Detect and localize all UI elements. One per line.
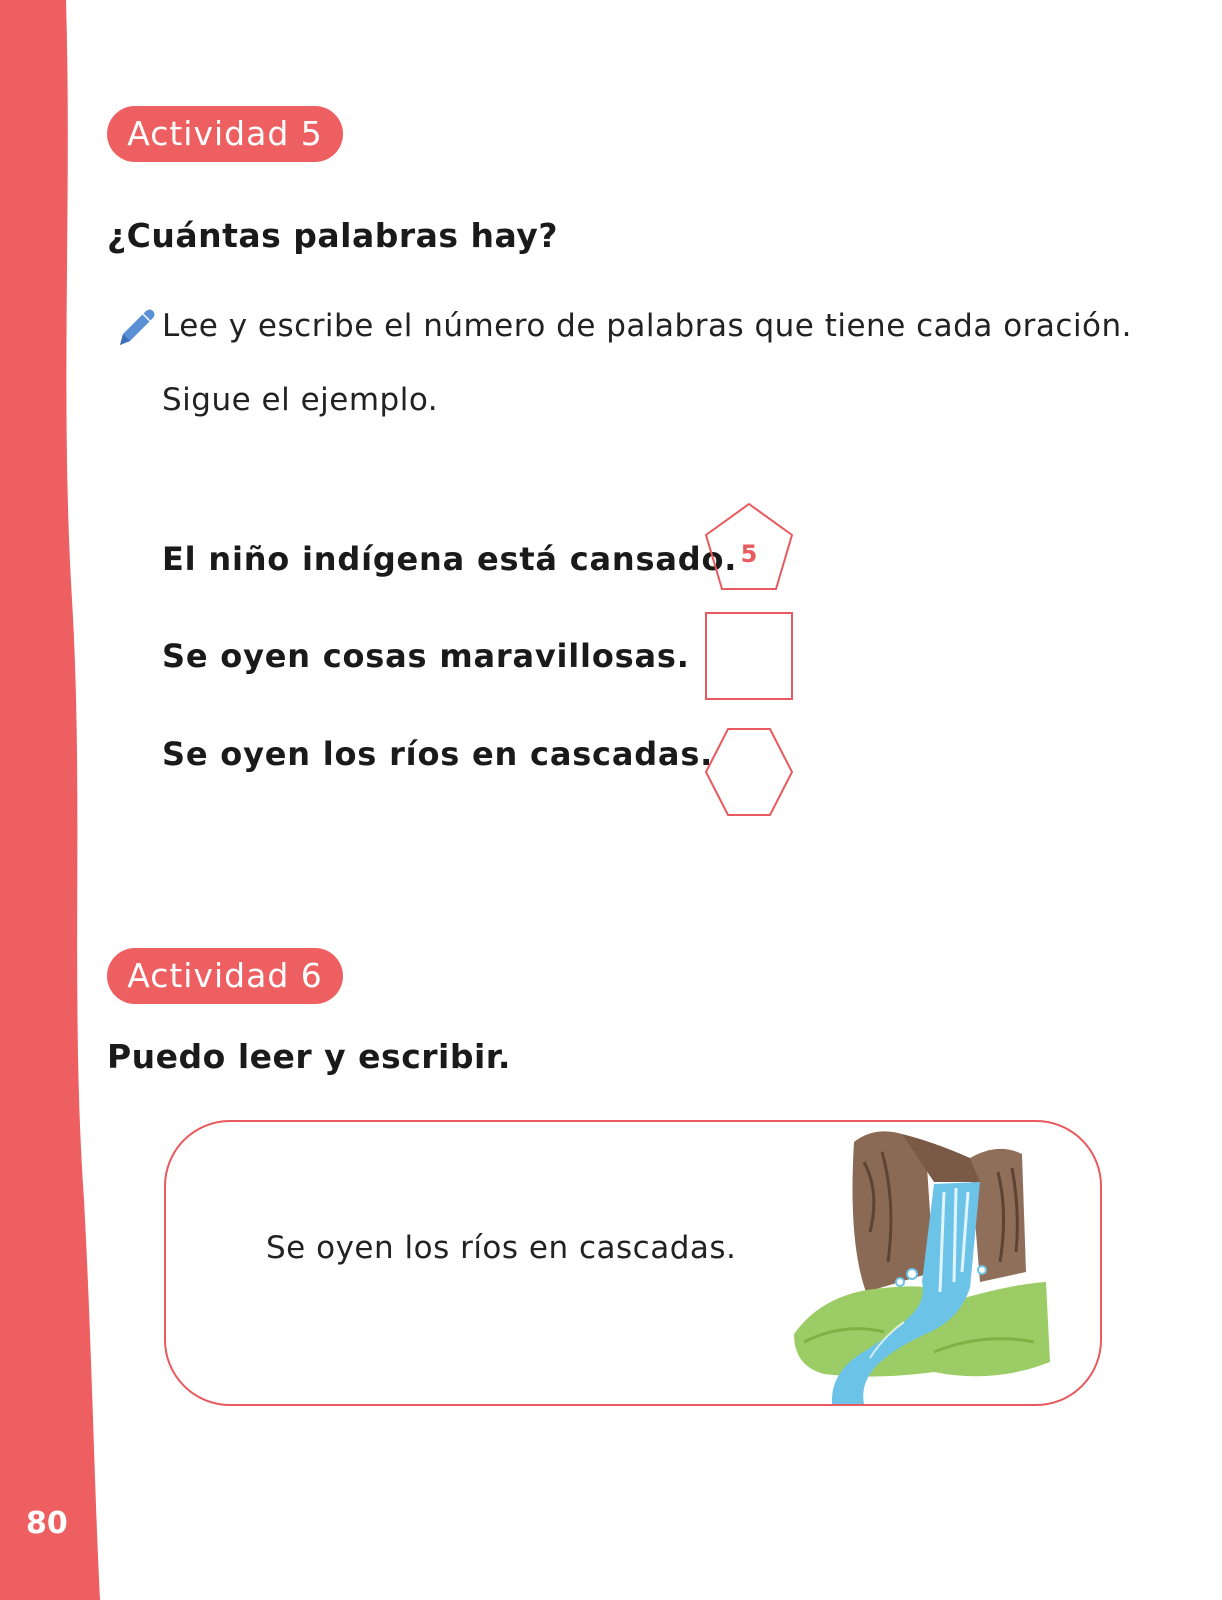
pencil-icon bbox=[114, 305, 158, 349]
card-sentence: Se oyen los ríos en cascadas. bbox=[266, 1230, 737, 1266]
sentence-2: Se oyen cosas maravillosas. bbox=[162, 637, 690, 675]
activity-6-title: Puedo leer y escribir. bbox=[107, 1037, 511, 1076]
waterfall-illustration bbox=[784, 1122, 1054, 1404]
sentence-1: El niño indígena está cansado. bbox=[162, 540, 738, 578]
sentence-3: Se oyen los ríos en cascadas. bbox=[162, 735, 714, 773]
activity-5-title: ¿Cuántas palabras hay? bbox=[107, 216, 558, 255]
activity-5-badge: Actividad 5 bbox=[107, 106, 343, 162]
answer-pentagon[interactable] bbox=[704, 502, 794, 592]
answer-square[interactable] bbox=[704, 611, 794, 701]
answer-pentagon-value: 5 bbox=[740, 540, 758, 568]
instruction-line-1: Lee y escribe el número de palabras que tiene cada oración. bbox=[162, 308, 1133, 344]
answer-hexagon[interactable] bbox=[704, 727, 794, 817]
page-number: 80 bbox=[26, 1506, 68, 1541]
side-band bbox=[0, 0, 110, 1600]
activity-6-badge: Actividad 6 bbox=[107, 948, 343, 1004]
instruction-line-2: Sigue el ejemplo. bbox=[162, 382, 439, 418]
